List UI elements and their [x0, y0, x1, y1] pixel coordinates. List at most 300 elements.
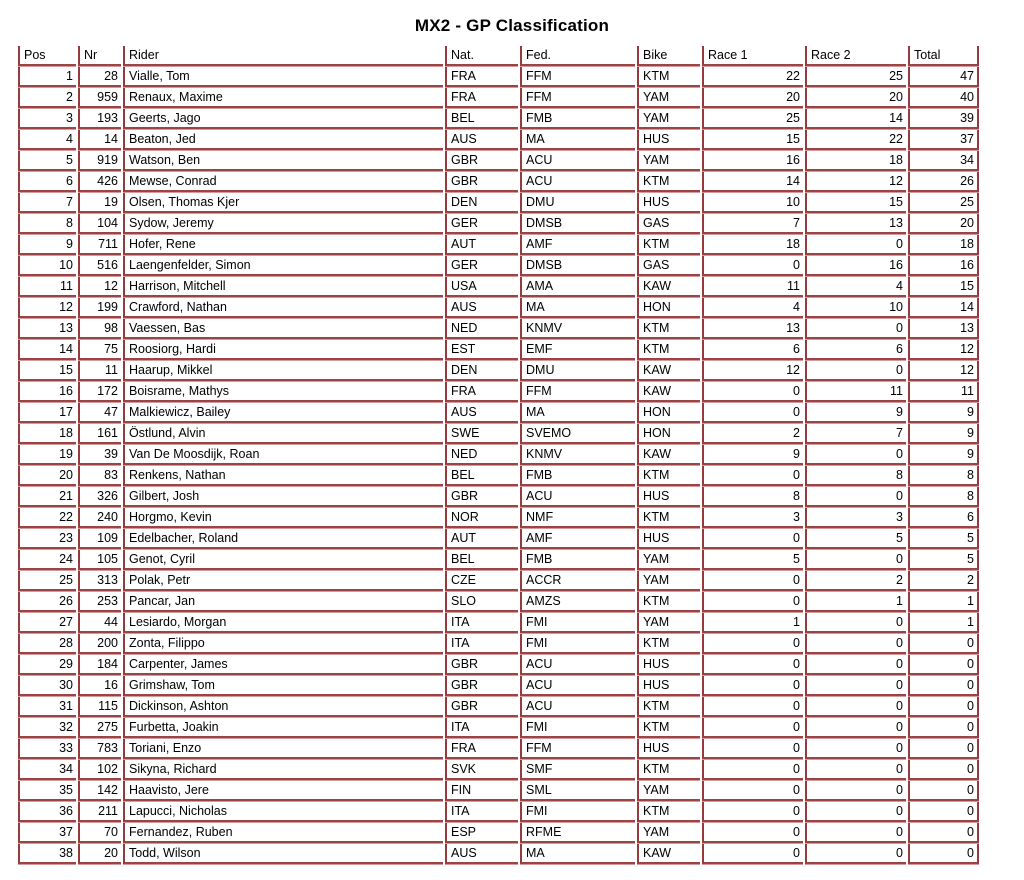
- cell-race1: 0: [702, 403, 803, 423]
- cell-nat: DEN: [445, 361, 518, 381]
- cell-total: 0: [908, 739, 979, 759]
- cell-race2: 22: [805, 130, 906, 150]
- table-row: [18, 172, 979, 192]
- cell-race2: 0: [805, 487, 906, 507]
- cell-nr: 184: [78, 655, 121, 675]
- cell-rider: Östlund, Alvin: [123, 424, 443, 444]
- cell-total: 14: [908, 298, 979, 318]
- cell-fed: DMSB: [520, 256, 635, 276]
- cell-rider: Carpenter, James: [123, 655, 443, 675]
- table-row: [18, 550, 979, 570]
- cell-pos: 2: [18, 88, 76, 108]
- cell-rider: Geerts, Jago: [123, 109, 443, 129]
- cell-fed: FFM: [520, 67, 635, 87]
- cell-bike: KTM: [637, 340, 700, 360]
- cell-nat: GER: [445, 214, 518, 234]
- cell-bike: KTM: [637, 760, 700, 780]
- cell-pos: 29: [18, 655, 76, 675]
- cell-nat: AUT: [445, 235, 518, 255]
- cell-pos: 16: [18, 382, 76, 402]
- cell-bike: KAW: [637, 277, 700, 297]
- cell-nr: 20: [78, 844, 121, 864]
- cell-pos: 22: [18, 508, 76, 528]
- cell-total: 1: [908, 592, 979, 612]
- cell-pos: 3: [18, 109, 76, 129]
- cell-total: 0: [908, 634, 979, 654]
- table-row: [18, 781, 979, 801]
- cell-nr: 12: [78, 277, 121, 297]
- cell-pos: 20: [18, 466, 76, 486]
- cell-total: 47: [908, 67, 979, 87]
- table-row: [18, 319, 979, 339]
- cell-fed: ACU: [520, 172, 635, 192]
- cell-nat: SVK: [445, 760, 518, 780]
- cell-nat: FRA: [445, 88, 518, 108]
- cell-nr: 14: [78, 130, 121, 150]
- cell-nat: GBR: [445, 151, 518, 171]
- cell-nat: ITA: [445, 613, 518, 633]
- cell-total: 8: [908, 466, 979, 486]
- cell-race1: 0: [702, 529, 803, 549]
- cell-race1: 11: [702, 277, 803, 297]
- cell-nr: 240: [78, 508, 121, 528]
- table-row: [18, 529, 979, 549]
- cell-race2: 7: [805, 424, 906, 444]
- column-header-race2: Race 2: [805, 46, 906, 66]
- cell-rider: Crawford, Nathan: [123, 298, 443, 318]
- cell-total: 18: [908, 235, 979, 255]
- table-row: [18, 88, 979, 108]
- cell-nat: GER: [445, 256, 518, 276]
- cell-race1: 16: [702, 151, 803, 171]
- cell-pos: 18: [18, 424, 76, 444]
- table-row: [18, 214, 979, 234]
- cell-fed: MA: [520, 844, 635, 864]
- cell-nr: 326: [78, 487, 121, 507]
- cell-fed: ACU: [520, 151, 635, 171]
- cell-nat: ITA: [445, 718, 518, 738]
- cell-nat: AUS: [445, 298, 518, 318]
- cell-race1: 18: [702, 235, 803, 255]
- cell-rider: Sydow, Jeremy: [123, 214, 443, 234]
- cell-nr: 70: [78, 823, 121, 843]
- cell-fed: NMF: [520, 508, 635, 528]
- table-body: [18, 67, 979, 864]
- column-header-total: Total: [908, 46, 979, 66]
- cell-fed: FFM: [520, 382, 635, 402]
- cell-race2: 0: [805, 823, 906, 843]
- cell-pos: 5: [18, 151, 76, 171]
- cell-nr: 193: [78, 109, 121, 129]
- cell-rider: Horgmo, Kevin: [123, 508, 443, 528]
- cell-pos: 8: [18, 214, 76, 234]
- cell-total: 15: [908, 277, 979, 297]
- cell-race1: 13: [702, 319, 803, 339]
- cell-bike: HON: [637, 298, 700, 318]
- cell-nat: NED: [445, 319, 518, 339]
- cell-pos: 38: [18, 844, 76, 864]
- cell-total: 0: [908, 781, 979, 801]
- cell-bike: GAS: [637, 256, 700, 276]
- cell-pos: 37: [18, 823, 76, 843]
- cell-bike: YAM: [637, 550, 700, 570]
- cell-rider: Sikyna, Richard: [123, 760, 443, 780]
- cell-fed: ACU: [520, 697, 635, 717]
- table-row: [18, 277, 979, 297]
- cell-nat: BEL: [445, 109, 518, 129]
- cell-bike: HUS: [637, 676, 700, 696]
- cell-fed: FMI: [520, 802, 635, 822]
- cell-nr: 75: [78, 340, 121, 360]
- cell-rider: Hofer, Rene: [123, 235, 443, 255]
- column-header-pos: Pos: [18, 46, 76, 66]
- cell-rider: Malkiewicz, Bailey: [123, 403, 443, 423]
- cell-pos: 31: [18, 697, 76, 717]
- cell-pos: 34: [18, 760, 76, 780]
- cell-total: 11: [908, 382, 979, 402]
- cell-nr: 275: [78, 718, 121, 738]
- cell-nr: 426: [78, 172, 121, 192]
- cell-bike: KAW: [637, 382, 700, 402]
- cell-rider: Gilbert, Josh: [123, 487, 443, 507]
- cell-race2: 16: [805, 256, 906, 276]
- table-row: [18, 403, 979, 423]
- cell-race2: 0: [805, 655, 906, 675]
- cell-race2: 18: [805, 151, 906, 171]
- cell-nat: FRA: [445, 382, 518, 402]
- cell-bike: KTM: [637, 67, 700, 87]
- cell-fed: AMZS: [520, 592, 635, 612]
- cell-total: 0: [908, 802, 979, 822]
- cell-nr: 142: [78, 781, 121, 801]
- table-row: [18, 256, 979, 276]
- cell-nr: 16: [78, 676, 121, 696]
- cell-race2: 20: [805, 88, 906, 108]
- cell-fed: KNMV: [520, 319, 635, 339]
- cell-total: 1: [908, 613, 979, 633]
- cell-rider: Laengenfelder, Simon: [123, 256, 443, 276]
- cell-race2: 9: [805, 403, 906, 423]
- cell-nr: 47: [78, 403, 121, 423]
- cell-race1: 3: [702, 508, 803, 528]
- cell-total: 0: [908, 760, 979, 780]
- cell-pos: 14: [18, 340, 76, 360]
- cell-total: 0: [908, 823, 979, 843]
- cell-race2: 0: [805, 697, 906, 717]
- cell-nr: 516: [78, 256, 121, 276]
- table-row: [18, 151, 979, 171]
- cell-race1: 8: [702, 487, 803, 507]
- table-row: [18, 802, 979, 822]
- table-row: [18, 676, 979, 696]
- cell-fed: FFM: [520, 88, 635, 108]
- cell-pos: 15: [18, 361, 76, 381]
- cell-race2: 1: [805, 592, 906, 612]
- cell-bike: KTM: [637, 592, 700, 612]
- cell-bike: KAW: [637, 844, 700, 864]
- cell-nr: 711: [78, 235, 121, 255]
- cell-fed: ACU: [520, 487, 635, 507]
- cell-bike: HUS: [637, 655, 700, 675]
- cell-bike: YAM: [637, 151, 700, 171]
- cell-bike: KTM: [637, 466, 700, 486]
- cell-bike: KTM: [637, 235, 700, 255]
- cell-nat: AUS: [445, 403, 518, 423]
- cell-nat: USA: [445, 277, 518, 297]
- cell-race1: 6: [702, 340, 803, 360]
- cell-nr: 19: [78, 193, 121, 213]
- cell-nat: ITA: [445, 634, 518, 654]
- cell-rider: Polak, Petr: [123, 571, 443, 591]
- cell-nr: 98: [78, 319, 121, 339]
- cell-race1: 25: [702, 109, 803, 129]
- column-header-nr: Nr: [78, 46, 121, 66]
- cell-rider: Genot, Cyril: [123, 550, 443, 570]
- cell-fed: AMF: [520, 529, 635, 549]
- cell-bike: KAW: [637, 445, 700, 465]
- cell-nr: 115: [78, 697, 121, 717]
- table-row: [18, 109, 979, 129]
- cell-rider: Zonta, Filippo: [123, 634, 443, 654]
- table-row: [18, 298, 979, 318]
- cell-fed: SVEMO: [520, 424, 635, 444]
- cell-nat: FRA: [445, 739, 518, 759]
- cell-fed: SMF: [520, 760, 635, 780]
- cell-nr: 211: [78, 802, 121, 822]
- cell-bike: HUS: [637, 130, 700, 150]
- cell-race2: 2: [805, 571, 906, 591]
- cell-total: 6: [908, 508, 979, 528]
- cell-fed: MA: [520, 298, 635, 318]
- cell-fed: DMU: [520, 193, 635, 213]
- cell-race1: 1: [702, 613, 803, 633]
- cell-rider: Harrison, Mitchell: [123, 277, 443, 297]
- cell-rider: Watson, Ben: [123, 151, 443, 171]
- cell-pos: 17: [18, 403, 76, 423]
- cell-bike: HON: [637, 403, 700, 423]
- cell-rider: Edelbacher, Roland: [123, 529, 443, 549]
- cell-bike: HUS: [637, 529, 700, 549]
- cell-race2: 0: [805, 550, 906, 570]
- cell-rider: Lapucci, Nicholas: [123, 802, 443, 822]
- cell-pos: 4: [18, 130, 76, 150]
- cell-race1: 0: [702, 634, 803, 654]
- cell-nr: 200: [78, 634, 121, 654]
- cell-race2: 11: [805, 382, 906, 402]
- cell-nr: 11: [78, 361, 121, 381]
- cell-fed: FMB: [520, 109, 635, 129]
- cell-rider: Beaton, Jed: [123, 130, 443, 150]
- cell-nat: BEL: [445, 466, 518, 486]
- cell-nat: FIN: [445, 781, 518, 801]
- cell-bike: KTM: [637, 319, 700, 339]
- cell-fed: MA: [520, 130, 635, 150]
- cell-pos: 1: [18, 67, 76, 87]
- cell-fed: FMB: [520, 550, 635, 570]
- cell-bike: KTM: [637, 172, 700, 192]
- cell-nat: DEN: [445, 193, 518, 213]
- cell-total: 26: [908, 172, 979, 192]
- cell-nat: BEL: [445, 550, 518, 570]
- table-row: [18, 718, 979, 738]
- cell-race1: 0: [702, 655, 803, 675]
- column-header-bike: Bike: [637, 46, 700, 66]
- cell-total: 9: [908, 403, 979, 423]
- table-row: [18, 235, 979, 255]
- cell-bike: HON: [637, 424, 700, 444]
- cell-race1: 20: [702, 88, 803, 108]
- cell-total: 20: [908, 214, 979, 234]
- cell-bike: KAW: [637, 361, 700, 381]
- cell-nat: SWE: [445, 424, 518, 444]
- cell-fed: KNMV: [520, 445, 635, 465]
- cell-nr: 253: [78, 592, 121, 612]
- cell-total: 13: [908, 319, 979, 339]
- cell-total: 5: [908, 550, 979, 570]
- cell-total: 0: [908, 844, 979, 864]
- table-row: [18, 130, 979, 150]
- cell-race1: 0: [702, 256, 803, 276]
- table-row: [18, 592, 979, 612]
- table-row: [18, 697, 979, 717]
- cell-fed: FMB: [520, 466, 635, 486]
- cell-race1: 22: [702, 67, 803, 87]
- cell-race1: 0: [702, 739, 803, 759]
- cell-bike: YAM: [637, 823, 700, 843]
- cell-rider: Furbetta, Joakin: [123, 718, 443, 738]
- table-row: [18, 424, 979, 444]
- cell-race1: 0: [702, 781, 803, 801]
- cell-race2: 12: [805, 172, 906, 192]
- cell-nr: 83: [78, 466, 121, 486]
- cell-total: 2: [908, 571, 979, 591]
- cell-nr: 44: [78, 613, 121, 633]
- cell-race2: 6: [805, 340, 906, 360]
- cell-bike: HUS: [637, 487, 700, 507]
- cell-total: 34: [908, 151, 979, 171]
- table-row: [18, 361, 979, 381]
- cell-total: 0: [908, 676, 979, 696]
- cell-race1: 14: [702, 172, 803, 192]
- cell-race2: 0: [805, 718, 906, 738]
- cell-race2: 3: [805, 508, 906, 528]
- cell-rider: Pancar, Jan: [123, 592, 443, 612]
- cell-race2: 0: [805, 739, 906, 759]
- cell-rider: Olsen, Thomas Kjer: [123, 193, 443, 213]
- header-row: [18, 46, 979, 66]
- cell-fed: ACCR: [520, 571, 635, 591]
- cell-bike: KTM: [637, 802, 700, 822]
- cell-nr: 919: [78, 151, 121, 171]
- cell-race1: 0: [702, 844, 803, 864]
- cell-race2: 0: [805, 235, 906, 255]
- cell-pos: 36: [18, 802, 76, 822]
- cell-rider: Haavisto, Jere: [123, 781, 443, 801]
- cell-rider: Fernandez, Ruben: [123, 823, 443, 843]
- cell-race2: 0: [805, 802, 906, 822]
- cell-nr: 102: [78, 760, 121, 780]
- cell-race2: 0: [805, 844, 906, 864]
- cell-bike: YAM: [637, 613, 700, 633]
- cell-race2: 0: [805, 676, 906, 696]
- cell-bike: KTM: [637, 697, 700, 717]
- cell-rider: Vaessen, Bas: [123, 319, 443, 339]
- cell-pos: 25: [18, 571, 76, 591]
- cell-race2: 0: [805, 613, 906, 633]
- cell-nr: 172: [78, 382, 121, 402]
- cell-total: 16: [908, 256, 979, 276]
- cell-nr: 959: [78, 88, 121, 108]
- cell-bike: YAM: [637, 88, 700, 108]
- cell-nat: NED: [445, 445, 518, 465]
- table-row: [18, 487, 979, 507]
- cell-fed: ACU: [520, 655, 635, 675]
- cell-nat: EST: [445, 340, 518, 360]
- cell-pos: 19: [18, 445, 76, 465]
- cell-race1: 4: [702, 298, 803, 318]
- cell-fed: SML: [520, 781, 635, 801]
- cell-race2: 0: [805, 781, 906, 801]
- cell-pos: 9: [18, 235, 76, 255]
- cell-race2: 0: [805, 445, 906, 465]
- cell-nat: GBR: [445, 697, 518, 717]
- cell-nr: 105: [78, 550, 121, 570]
- cell-nr: 313: [78, 571, 121, 591]
- cell-nat: GBR: [445, 655, 518, 675]
- cell-fed: DMSB: [520, 214, 635, 234]
- table-row: [18, 67, 979, 87]
- table-row: [18, 466, 979, 486]
- cell-bike: YAM: [637, 781, 700, 801]
- cell-nr: 28: [78, 67, 121, 87]
- cell-race1: 0: [702, 718, 803, 738]
- cell-fed: AMF: [520, 235, 635, 255]
- cell-fed: EMF: [520, 340, 635, 360]
- column-header-nat: Nat.: [445, 46, 518, 66]
- cell-rider: Dickinson, Ashton: [123, 697, 443, 717]
- cell-pos: 28: [18, 634, 76, 654]
- cell-nat: ESP: [445, 823, 518, 843]
- cell-bike: YAM: [637, 571, 700, 591]
- cell-bike: HUS: [637, 739, 700, 759]
- cell-bike: KTM: [637, 718, 700, 738]
- cell-total: 5: [908, 529, 979, 549]
- cell-pos: 6: [18, 172, 76, 192]
- cell-nat: GBR: [445, 676, 518, 696]
- cell-race1: 0: [702, 382, 803, 402]
- cell-race1: 0: [702, 760, 803, 780]
- cell-fed: MA: [520, 403, 635, 423]
- cell-pos: 7: [18, 193, 76, 213]
- cell-pos: 32: [18, 718, 76, 738]
- cell-total: 9: [908, 424, 979, 444]
- cell-rider: Vialle, Tom: [123, 67, 443, 87]
- cell-race1: 12: [702, 361, 803, 381]
- cell-total: 39: [908, 109, 979, 129]
- table-row: [18, 613, 979, 633]
- cell-rider: Renkens, Nathan: [123, 466, 443, 486]
- cell-race2: 0: [805, 634, 906, 654]
- cell-total: 12: [908, 340, 979, 360]
- cell-nat: AUS: [445, 844, 518, 864]
- cell-nr: 109: [78, 529, 121, 549]
- cell-total: 0: [908, 697, 979, 717]
- cell-race2: 0: [805, 361, 906, 381]
- table-row: [18, 844, 979, 864]
- cell-total: 40: [908, 88, 979, 108]
- cell-rider: Renaux, Maxime: [123, 88, 443, 108]
- cell-rider: Haarup, Mikkel: [123, 361, 443, 381]
